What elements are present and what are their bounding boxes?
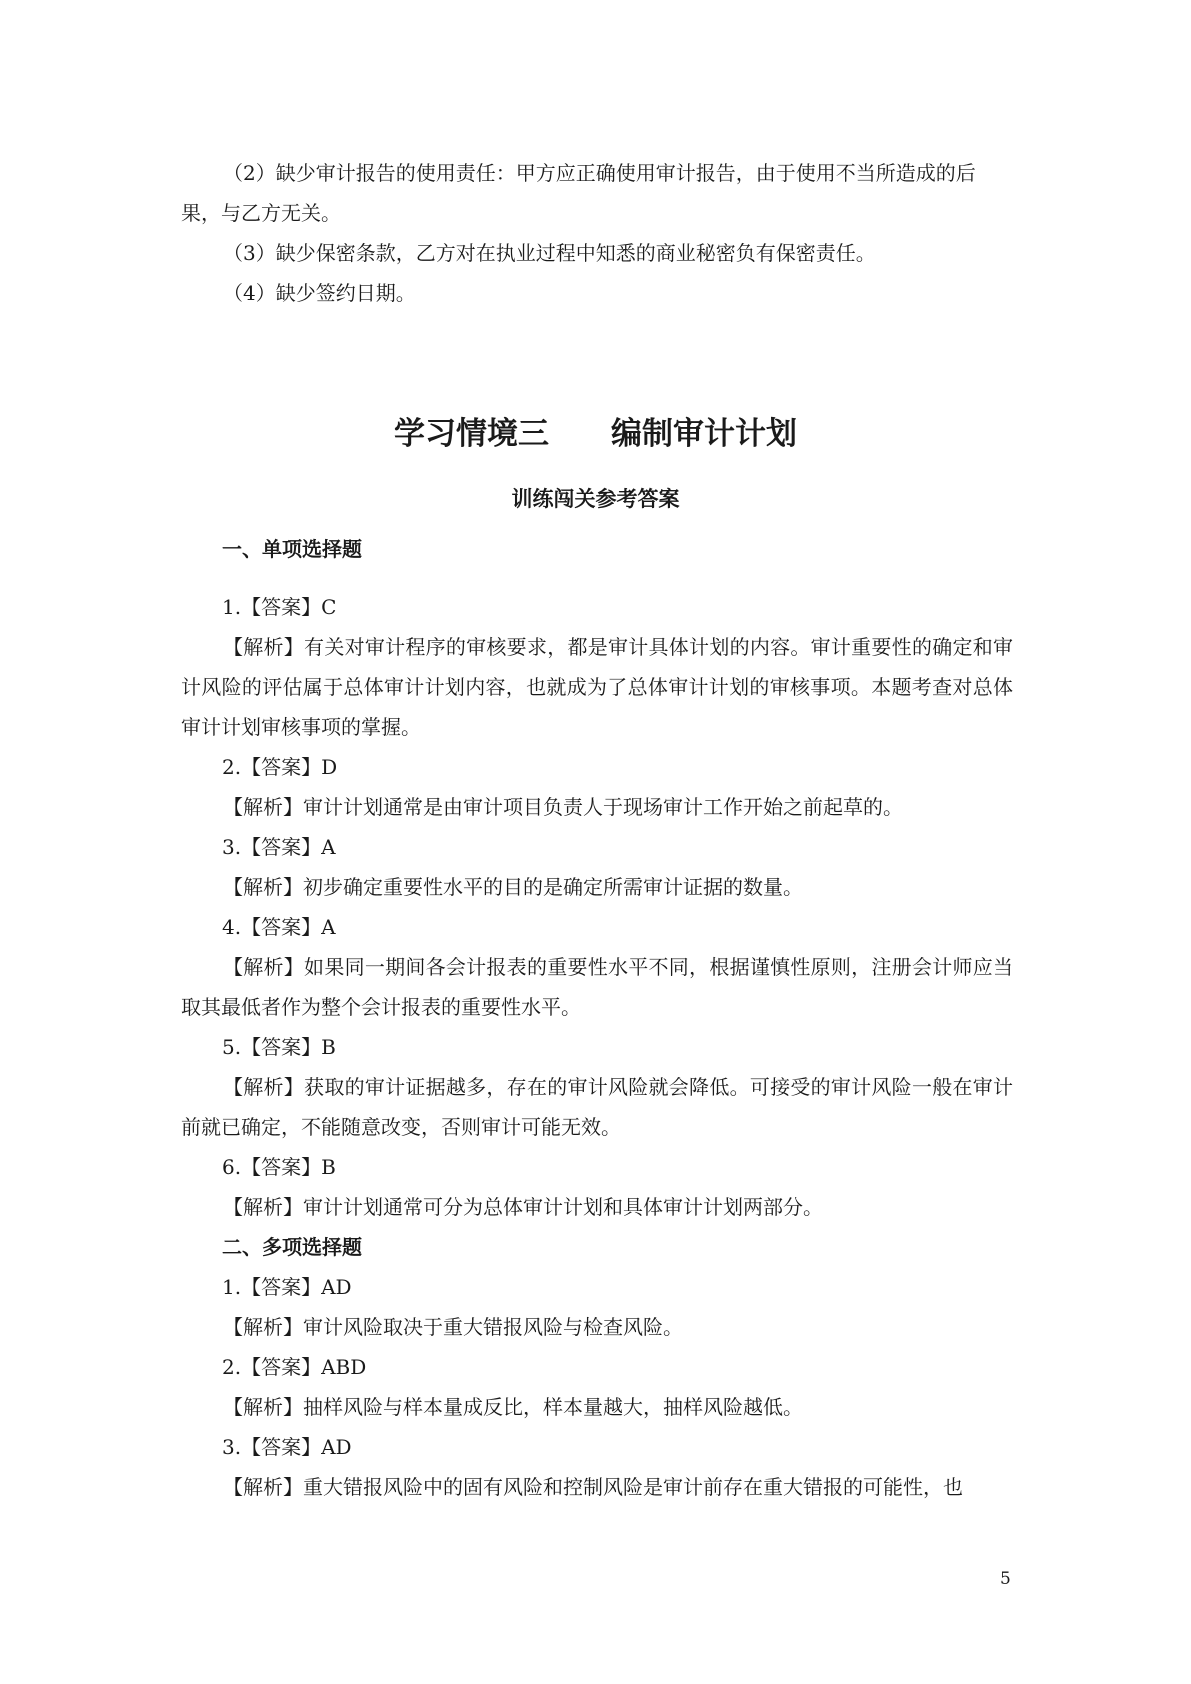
answer-line: 5.【答案】B bbox=[222, 1035, 336, 1059]
page-number: 5 bbox=[1000, 1569, 1011, 1589]
analysis-paragraph: 【解析】审计风险取决于重大错报风险与检查风险。 bbox=[223, 1315, 683, 1339]
analysis-paragraph: 【解析】重大错报风险中的固有风险和控制风险是审计前存在重大错报的可能性，也 bbox=[223, 1475, 963, 1499]
paragraph-3: （3）缺少保密条款，乙方对在执业过程中知悉的商业秘密负有保密责任。 bbox=[223, 241, 876, 265]
analysis-paragraph: 【解析】抽样风险与样本量成反比，样本量越大，抽样风险越低。 bbox=[223, 1395, 803, 1419]
answer-line: 6.【答案】B bbox=[222, 1155, 336, 1179]
analysis-paragraph: 【解析】初步确定重要性水平的目的是确定所需审计证据的数量。 bbox=[223, 875, 803, 899]
paragraph-4: （4）缺少签约日期。 bbox=[223, 281, 416, 305]
answer-line: 1.【答案】C bbox=[222, 595, 337, 619]
chapter-title: 学习情境三 编制审计计划 bbox=[394, 416, 797, 452]
answer-line: 3.【答案】AD bbox=[222, 1435, 352, 1459]
paragraph-2-line-1: （2）缺少审计报告的使用责任：甲方应正确使用审计报告，由于使用不当所造成的后 bbox=[223, 161, 976, 185]
analysis-paragraph: 【解析】审计计划通常可分为总体审计计划和具体审计计划两部分。 bbox=[223, 1195, 823, 1219]
analysis-paragraph: 【解析】审计计划通常是由审计项目负责人于现场审计工作开始之前起草的。 bbox=[223, 795, 903, 819]
analysis-paragraph: 【解析】获取的审计证据越多，存在的审计风险就会降低。可接受的审计风险一般在审计前就已确定，不能随意改变，否则审计可能无效。 bbox=[181, 1075, 1013, 1139]
section-heading-multiple-choice: 二、多项选择题 bbox=[222, 1235, 362, 1259]
analysis-paragraph: 【解析】有关对审计程序的审核要求，都是审计具体计划的内容。审计重要性的确定和审计风险的评估属于总体审计计划内容，也就成为了总体审计计划的审核事项。本题考查对总体审计计划审核事项的掌握。 bbox=[181, 635, 1013, 739]
chapter-subtitle: 训练闯关参考答案 bbox=[511, 487, 680, 511]
answer-line: 2.【答案】D bbox=[222, 755, 338, 779]
answer-line: 1.【答案】AD bbox=[222, 1275, 352, 1299]
answer-line: 2.【答案】ABD bbox=[222, 1355, 367, 1379]
paragraph-2-line-2: 果，与乙方无关。 bbox=[181, 201, 341, 225]
analysis-paragraph: 【解析】如果同一期间各会计报表的重要性水平不同，根据谨慎性原则，注册会计师应当取其最低者作为整个会计报表的重要性水平。 bbox=[181, 955, 1013, 1019]
section-heading-single-choice: 一、单项选择题 bbox=[222, 537, 362, 561]
answer-line: 3.【答案】A bbox=[222, 835, 336, 859]
answer-line: 4.【答案】A bbox=[222, 915, 336, 939]
